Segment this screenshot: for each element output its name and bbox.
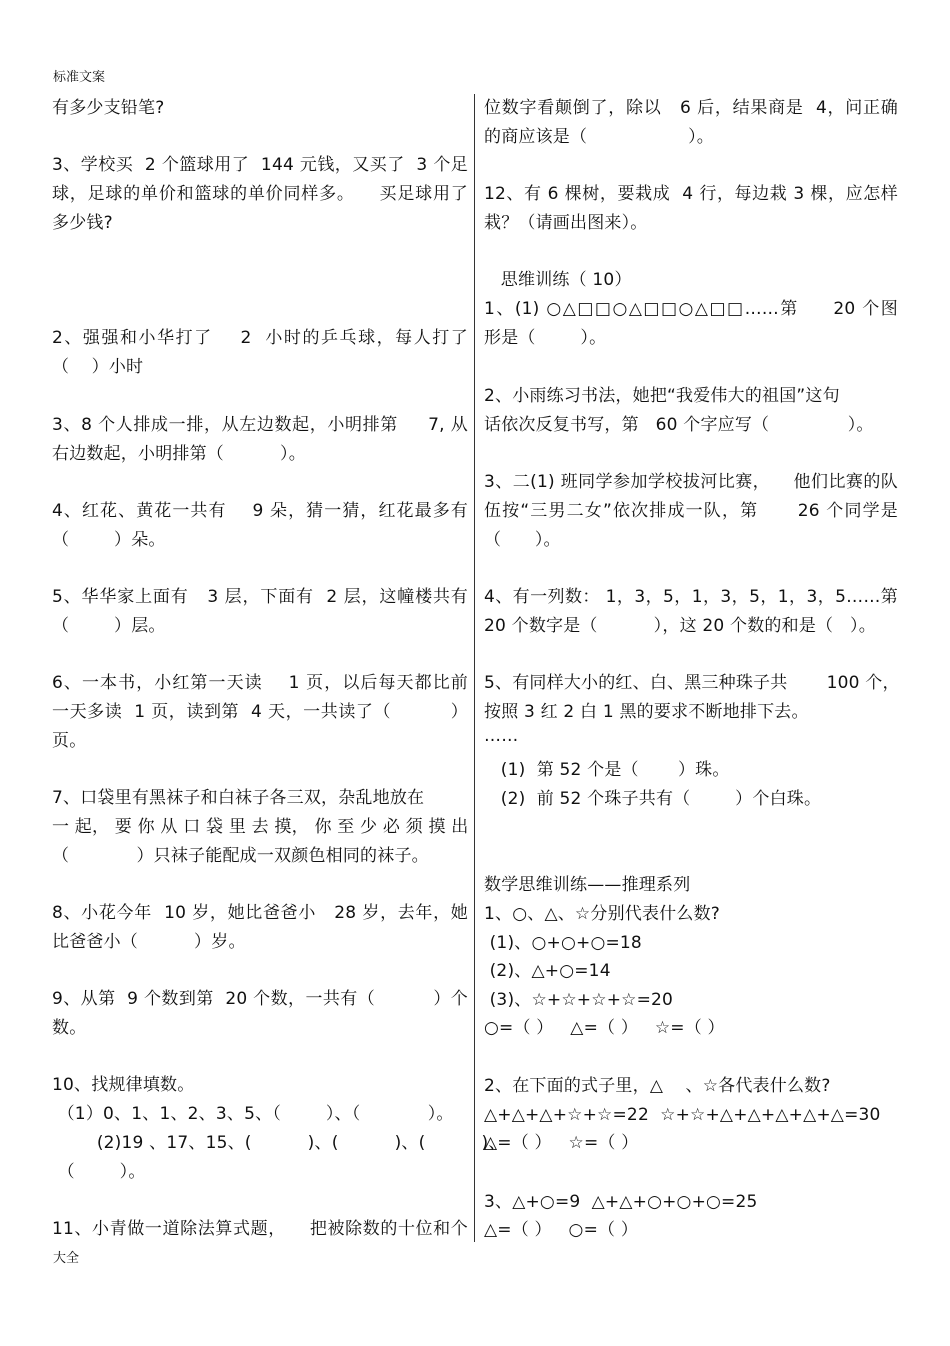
text-line: 栽？（请画出图来）。: [484, 213, 648, 233]
text-line: 页。: [52, 731, 87, 751]
text-line: (1)、○+○+○=18: [484, 933, 642, 953]
text-line: 3、△+○=9 △+△+○+○+○=25: [484, 1192, 758, 1212]
text-line: 10、找规律填数。: [52, 1075, 195, 1095]
text-line: △=（ ） ☆=（ ）: [484, 1133, 639, 1153]
text-line: 5、有同样大小的红、白、黑三种珠子共 100 个，: [484, 673, 900, 693]
text-line: 5、华华家上面有 3 层，下面有 2 层，这幢楼共有: [52, 587, 468, 607]
page-header: 标准文案: [53, 70, 106, 85]
page-footer: 大全: [53, 1251, 80, 1266]
text-line: （ ）。: [52, 1162, 146, 1182]
text-line: 2、强强和小华打了 2 小时的乒乓球，每人打了: [52, 328, 468, 348]
text-line: （ ）朵。: [52, 530, 166, 550]
text-line: 球，足球的单价和篮球的单价同样多。 买足球用了: [52, 184, 468, 204]
text-line: 7、口袋里有黑袜子和白袜子各三双，杂乱地放在: [52, 788, 425, 808]
text-line: 3、8 个人排成一排，从左边数起，小明排第 7, 从: [52, 415, 468, 435]
text-line: 右边数起，小明排第（ ）。: [52, 444, 306, 464]
text-line: 3、二(1) 班同学参加学校拔河比赛， 他们比赛的队: [484, 472, 898, 492]
text-line: ……: [484, 726, 519, 746]
text-line: (3)、☆+☆+☆+☆=20: [484, 990, 674, 1010]
text-line: （ ）小时: [52, 357, 144, 377]
text-line: 9、从第 9 个数到第 20 个数，一共有（ ）个: [52, 989, 468, 1009]
text-line: 伍按“三男二女”依次排成一队，第 26 个同学是: [484, 501, 898, 521]
text-line: 4、红花、黄花一共有 9 朵，猜一猜，红花最多有: [52, 501, 468, 521]
text-line: 4、有一列数： 1，3，5，1，3，5，1，3，5……第: [484, 587, 898, 607]
text-line: （ ）。: [484, 530, 561, 550]
text-line: 话依次反复书写，第 60 个字应写（ ）。: [484, 415, 874, 435]
column-divider: [474, 94, 475, 1242]
text-line: 有多少支铅笔?: [52, 98, 165, 118]
text-line: △=（ ） ○=（ ）: [484, 1220, 639, 1240]
text-line: 20 个数字是（ ），这 20 个数的和是（ ）。: [484, 616, 876, 636]
text-line: （1）0、1、1、2、3、5、（ ）、（ ）。: [52, 1104, 454, 1124]
text-line: (2)19 、17、15、( )、( )、( )、: [52, 1133, 506, 1153]
text-line: 的商应该是（ ）。: [484, 127, 714, 147]
text-line: (1) 第 52 个是（ ）珠。: [484, 760, 730, 780]
text-line: 2、在下面的式子里，△ 、☆各代表什么数?: [484, 1076, 831, 1096]
text-line: （ ）层。: [52, 616, 166, 636]
section-heading: 数学思维训练——推理系列: [484, 875, 691, 895]
text-line: 1、○、△、☆分别代表什么数?: [484, 904, 720, 924]
text-line: 比爸爸小（ ）岁。: [52, 932, 246, 952]
text-line: 6、一本书，小红第一天读 1 页，以后每天都比前: [52, 673, 468, 693]
text-line: 数。: [52, 1018, 87, 1038]
text-line: ○=（ ） △=（ ） ☆=（ ）: [484, 1018, 725, 1038]
text-line: 一 起， 要 你 从 口 袋 里 去 摸， 你 至 少 必 须 摸 出: [52, 817, 469, 837]
text-line: 11、小青做一道除法算式题， 把被除数的十位和个: [52, 1219, 468, 1239]
text-line: 按照 3 红 2 白 1 黑的要求不断地排下去。: [484, 702, 809, 722]
section-heading: 思维训练（ 10）: [484, 270, 632, 290]
text-line: 多少钱?: [52, 213, 113, 233]
text-line: 位数字看颠倒了，除以 6 后，结果商是 4，问正确: [484, 98, 898, 118]
text-line: 1、(1) ○△□□○△□□○△□□……第 20 个图: [484, 299, 898, 319]
text-line: 12、有 6 棵树，要栽成 4 行，每边栽 3 棵，应怎样: [484, 184, 898, 204]
text-line: 形是（ ）。: [484, 328, 607, 348]
text-line: (2) 前 52 个珠子共有（ ）个白珠。: [484, 789, 822, 809]
text-line: 一天多读 1 页，读到第 4 天，一共读了（ ）: [52, 702, 468, 722]
text-line: 8、小花今年 10 岁，她比爸爸小 28 岁，去年，她: [52, 903, 468, 923]
text-line: △+△+△+☆+☆=22 ☆+☆+△+△+△+△+△=30: [484, 1105, 881, 1125]
text-line: 3、学校买 2 个篮球用了 144 元钱，又买了 3 个足: [52, 155, 468, 175]
text-line: (2)、△+○=14: [484, 961, 611, 981]
text-line: （ ）只袜子能配成一双颜色相同的袜子。: [52, 846, 429, 866]
text-line: 2、小雨练习书法，她把“我爱伟大的祖国”这句: [484, 386, 840, 406]
